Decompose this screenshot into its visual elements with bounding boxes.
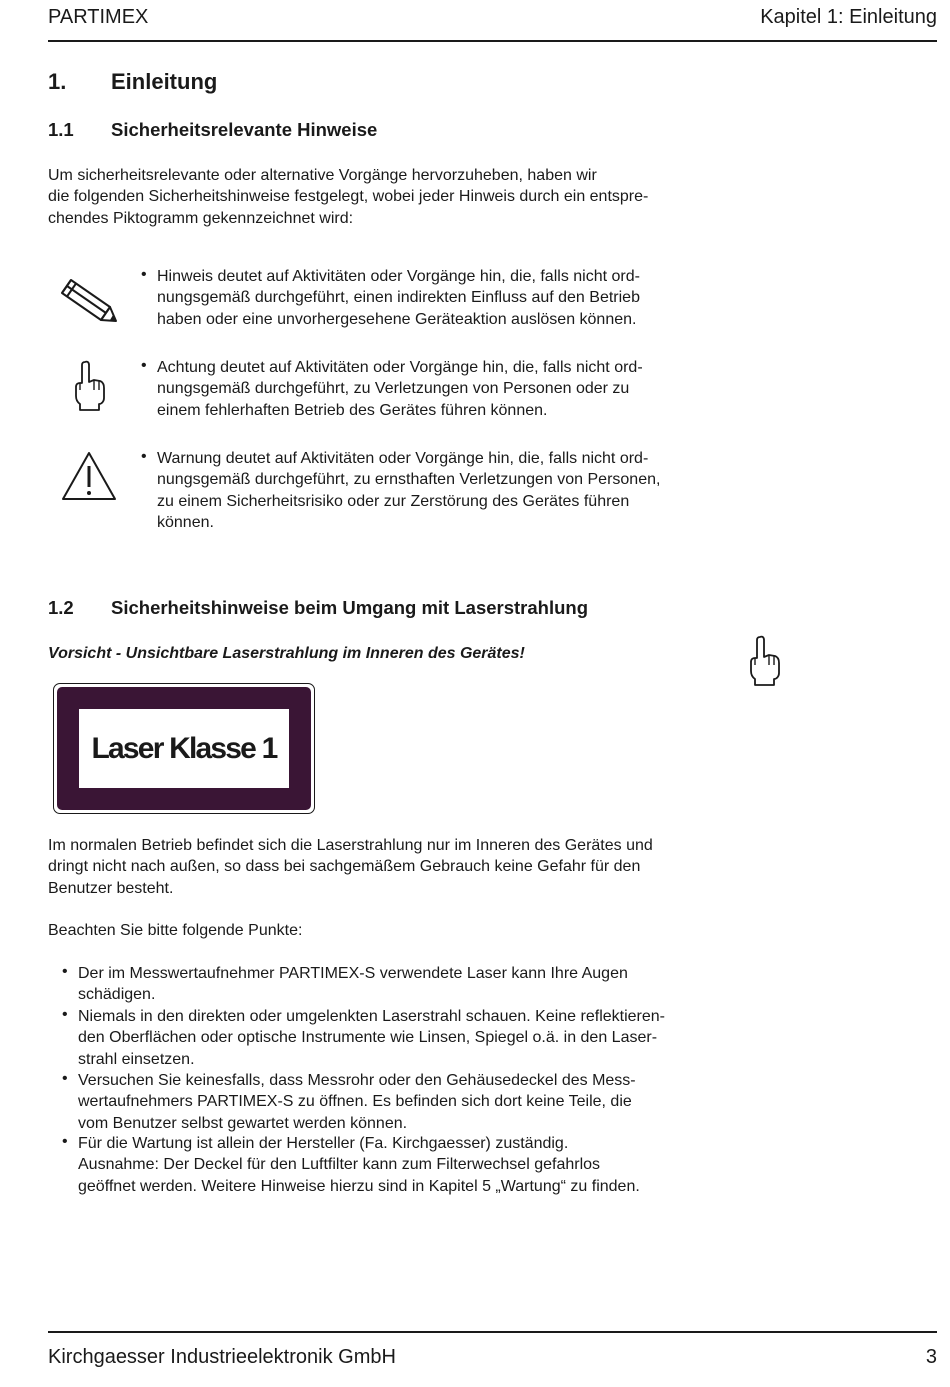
list-item: [78, 1006, 665, 1070]
section-1-number: 1.1: [48, 119, 74, 140]
notice-line: Achtung deutet auf Aktivitäten oder Vorgänge hin, die, falls nicht ord-: [157, 359, 643, 376]
bullet-symbol: •: [62, 1070, 68, 1087]
notice-hinweis: [157, 266, 640, 330]
notice-line: Warnung deutet auf Aktivitäten oder Vorgänge hin, die, falls nicht ord-: [157, 450, 649, 467]
laser-sign-border: [57, 687, 311, 810]
list-item: [78, 963, 628, 1006]
footer-rule: [48, 1331, 937, 1333]
para-line: Im normalen Betrieb befindet sich die Laserstrahlung nur im Inneren des Gerätes und: [48, 837, 653, 854]
intro-line: chendes Piktogramm gekennzeichnet wird:: [48, 209, 354, 227]
laser-sign-label: Laser Klasse 1: [91, 731, 277, 765]
notice-achtung: [157, 357, 643, 421]
bullet-symbol: •: [62, 963, 68, 980]
laser-paragraph: [48, 835, 653, 899]
point-line: Niemals in den direkten oder umgelenkten Laserstrahl schauen. Keine reflektieren-: [78, 1008, 665, 1025]
notice-line: haben oder eine unvorhergesehene Geräteaktion auslösen können.: [157, 310, 637, 328]
point-line: Der im Messwertaufnehmer PARTIMEX-S verwendete Laser kann Ihre Augen: [78, 965, 628, 982]
laser-caution: Vorsicht - Unsichtbare Laserstrahlung im Inneren des Gerätes!: [48, 645, 525, 662]
intro-line: Um sicherheitsrelevante oder alternative Vorgänge hervorzuheben, haben wir: [48, 167, 597, 184]
warning-triangle-icon: [60, 450, 118, 502]
list-item: [78, 1133, 640, 1197]
bullet-symbol: •: [62, 1006, 68, 1023]
section-2-title: Sicherheitshinweise beim Umgang mit Laserstrahlung: [111, 597, 589, 618]
pointing-hand-icon: [749, 635, 781, 687]
section-1-title: Sicherheitsrelevante Hinweise: [111, 119, 378, 140]
list-item: [78, 1070, 636, 1134]
point-line: vom Benutzer selbst gewartet werden können.: [78, 1114, 408, 1132]
section-2-number: 1.2: [48, 597, 74, 618]
point-line: Für die Wartung ist allein der Hersteller (Fa. Kirchgaesser) zuständig.: [78, 1135, 569, 1152]
chapter-number: 1.: [48, 69, 67, 94]
pencil-icon: [58, 276, 120, 324]
bullet-symbol: •: [62, 1133, 68, 1150]
notice-line: zu einem Sicherheitsrisiko oder zur Zerstörung des Gerätes führen: [157, 492, 630, 510]
point-line: geöffnet werden. Weitere Hinweise hierzu sind in Kapitel 5 „Wartung“ zu finden.: [78, 1177, 640, 1195]
bullet-symbol: •: [141, 357, 147, 374]
notice-line: nungsgemäß durchgeführt, einen indirekten Einfluss auf den Betrieb: [157, 289, 640, 307]
section-1-intro: [48, 165, 648, 229]
intro-line: die folgenden Sicherheitshinweise festgelegt, wobei jeder Hinweis durch ein entspre-: [48, 188, 649, 206]
points-intro: Beachten Sie bitte folgende Punkte:: [48, 922, 303, 939]
notice-warnung: [157, 448, 660, 534]
notice-line: einem fehlerhaften Betrieb des Gerätes führen können.: [157, 401, 548, 419]
point-line: Versuchen Sie keinesfalls, dass Messrohr oder den Gehäusedeckel des Mess-: [78, 1072, 636, 1089]
header-right: Kapitel 1: Einleitung: [760, 6, 937, 28]
notice-line: können.: [157, 514, 214, 532]
laser-sign-panel: [79, 709, 289, 788]
footer-left: Kirchgaesser Industrieelektronik GmbH: [48, 1346, 396, 1368]
chapter-title: Einleitung: [111, 69, 218, 94]
bullet-symbol: •: [141, 448, 147, 465]
para-line: Benutzer besteht.: [48, 879, 174, 897]
point-line: den Oberflächen oder optische Instrumente wie Linsen, Spiegel o.ä. in den Laser-: [78, 1029, 658, 1047]
point-line: strahl einsetzen.: [78, 1050, 195, 1068]
notice-line: nungsgemäß durchgeführt, zu Verletzungen von Personen oder zu: [157, 380, 630, 398]
pointing-hand-icon: [74, 360, 106, 412]
point-line: schädigen.: [78, 986, 156, 1004]
notice-line: nungsgemäß durchgeführt, zu ernsthaften Verletzungen von Personen,: [157, 471, 661, 489]
laser-class-sign: [53, 683, 315, 814]
notice-line: Hinweis deutet auf Aktivitäten oder Vorgänge hin, die, falls nicht ord-: [157, 268, 640, 285]
header-rule: [48, 40, 937, 42]
para-line: dringt nicht nach außen, so dass bei sachgemäßem Gebrauch keine Gefahr für den: [48, 858, 641, 876]
header-left: PARTIMEX: [48, 6, 149, 28]
page-number: 3: [925, 1346, 937, 1368]
bullet-symbol: •: [141, 266, 147, 283]
point-line: Ausnahme: Der Deckel für den Luftfilter kann zum Filterwechsel gefahrlos: [78, 1156, 601, 1174]
point-line: wertaufnehmers PARTIMEX-S zu öffnen. Es befinden sich dort keine Teile, die: [78, 1093, 632, 1111]
